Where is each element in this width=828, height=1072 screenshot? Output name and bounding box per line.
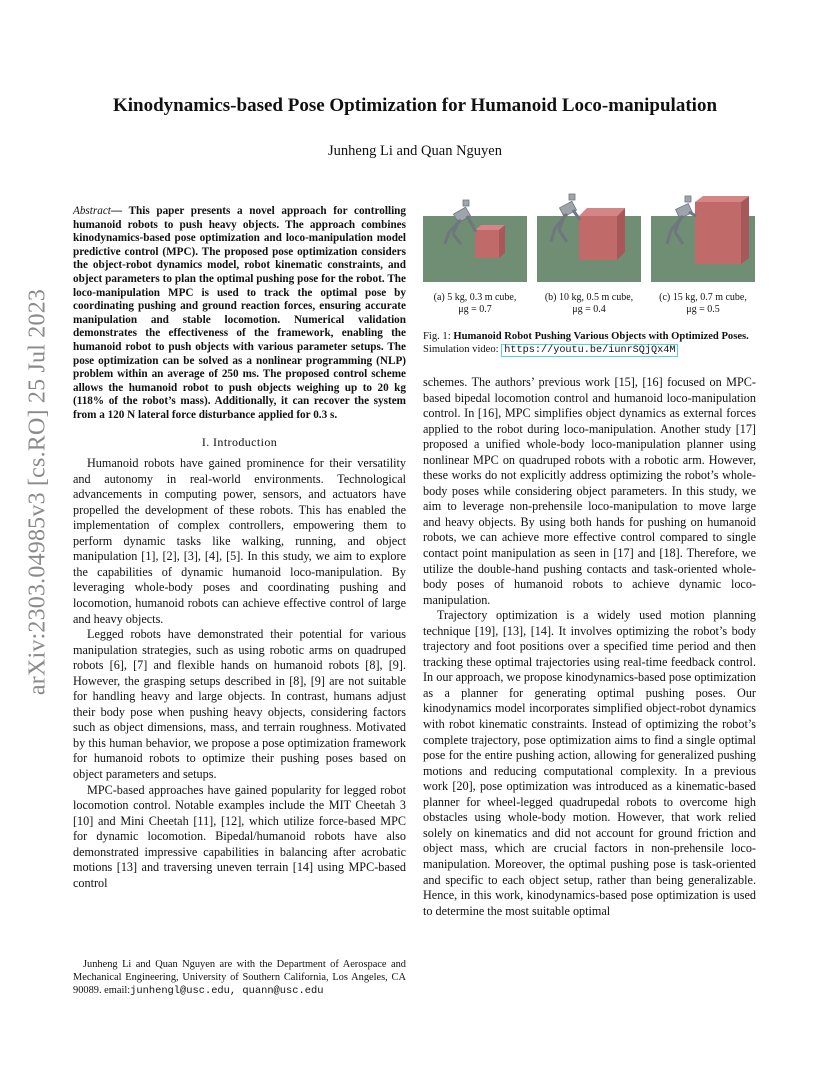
box-side [617,208,625,260]
left-column [73,205,406,891]
author-list: Junheng Li and Quan Nguyen [328,143,502,159]
intro-paragraph-5: Trajectory optimization is a widely used motion planning technique [19], [13], [14]. It involves optimizing the robot’s body trajectory and foot positions over a specified time period and then tracking these optimal trajectories using real-time feedback control. In our approach, we propose kinodynamics-based pose optimization as a planner for generating optimal pushing poses. Our kinodynamics model incorporates simplified object-robot dynamics with robot kinematic constraints. Instead of optimizing the robot’s complete trajectory, pose optimization aims to find a single optimal pose for the entire pushing action, allowing for generalized pushing motions and reducing computational complexity. In a previous work [20], pose optimization was introduced as a kinematic-based planner for wheel-legged quadrupedal robots to overcome high obstacles using whole-body motion. However, that work relied solely on kinematics and did not account for ground friction and object mass, which are crucial factors in non-prehensile loco-manipulation. Moreover, the optimal pushing pose is task-oriented and specific to each object setup, rather than being generalizable. Hence, in this work, kinodynamics-based pose optimization is used to determine the most suitable optimal [423,608,756,918]
subcaption-c-friction: μg = 0.5 [686,304,720,315]
subcaption-b-friction: μg = 0.4 [572,304,606,315]
pushed-box [475,230,499,258]
simulation-image-c [651,186,755,282]
box-side [499,225,505,258]
box-top [695,196,749,202]
box-side [741,196,749,264]
figure-subcaption-c [651,292,755,316]
abstract [73,205,406,423]
figure-1 [423,186,756,357]
figure-caption-video-label: Simulation video: [423,344,499,355]
intro-paragraph-4: schemes. The authors’ previous work [15], [16] focused on MPC-based bipedal locomotion control and humanoid loco-manipulation control. In [16], MPC simplifies object dynamics as external forces applied to the robot during loco-manipulation. Another study [17] proposed a unified whole-body loco-manipulation planner using nonlinear MPC on quadruped robots with a robotic arm. However, these works do not explicitly address optimizing the robot’s whole-body poses while considering object parameters. In this study, we aim to leverage non-prehensile loco-manipulation to move large and heavy objects. By using both hands for pushing on humanoid robots, we can achieve more effective control compared to single contact point manipulation as seen in [17] and [18]. Therefore, we utilize the double-hand pushing contacts and task-oriented whole-body poses of humanoid robots to achieve dynamic loco-manipulation. [423,375,756,607]
intro-paragraph-3: MPC-based approaches have gained popularity for legged robot locomotion control. Notable examples include the MIT Cheetah 3 [10] and Mini Cheetah [11], [12], which utilize force-based MPC for dynamic locomotion. Bipedal/humanoid robots have also demonstrated impressive capabilities in balancing after acrobatic motions [13] and traversing uneven terrain [14] using MPC-based control [73,782,406,890]
figure-subcaption-b [537,292,641,316]
arxiv-stamp [16,288,60,696]
video-link[interactable]: https://youtu.be/iunrSQjQx4M [501,344,678,357]
right-column [423,375,756,919]
figure-panel-b [537,186,641,316]
intro-paragraph-2: Legged robots have demonstrated their potential for various manipulation strategies, such as using robotic arms on quadruped robots [6], [7] and flexible hands on humanoid robots [8], [9]. However, the grasping setups described in [8], [9] are not suitable for handling heavy and large objects. In contrast, humans adjust their body pose when pushing heavy objects, considering factors such as object dimensions, mass, and terrain roughness. Motivated by this human behavior, we propose a pose optimization framework for humanoid robots to optimize their pushing poses based on object parameters and setups. [73,627,406,781]
subcaption-c-label: (c) 15 kg, 0.7 m cube, [659,292,747,303]
arxiv-identifier: arXiv:2303.04985v3 [cs.RO] 25 Jul 2023 [24,288,51,696]
footnote-text: Junheng Li and Quan Nguyen are with the Department of Aerospace and Mechanical Engineering, University of Southern California, Los Angeles, CA 90089. email: [73,959,406,996]
figure-panel-c [651,186,755,316]
subcaption-b-label: (b) 10 kg, 0.5 m cube, [544,292,634,303]
box-top [579,208,625,216]
author-footnote [73,958,406,998]
figure-caption [423,330,756,357]
figure-caption-title: Humanoid Robot Pushing Various Objects with Optimized Poses. [453,331,749,342]
abstract-text: — This paper presents a novel approach for controlling humanoid robots to push heavy objects. The approach combines kinodynamics-based pose optimization and loco-manipulation model predictive control (MPC). The proposed pose optimization considers the object-robot dynamics model, robot kinematic constraints, and object parameters to plan the optimal pushing pose for the robot. The loco-manipulation MPC is used to track the optimal pose by coordinating pushing and ground reaction forces, ensuring accurate manipulation and stable locomotion. Numerical validation demonstrates the effectiveness of the framework, enabling the humanoid robot to push objects with various parameter setups. The pose optimization can be solved as a nonlinear programming (NLP) problem within an average of 250 ms. The proposed control scheme allows the humanoid robot to push objects weighing up to 20 kg (118% of the robot’s mass). Additionally, it can recover the system from a 120 N lateral force disturbance applied for 0.3 s. [73,205,406,421]
simulation-image-b [537,186,641,282]
pushed-box [695,202,741,264]
pushed-box [579,216,617,260]
figure-subcaption-a [423,292,527,316]
paper-title: Kinodynamics-based Pose Optimization for Humanoid Loco-manipulation [112,95,718,116]
figure-caption-prefix: Fig. 1: [423,331,451,342]
subcaption-a-friction: μg = 0.7 [458,304,492,315]
footnote-emails[interactable]: junhengl@usc.edu, quann@usc.edu [130,985,324,997]
figure-panel-a [423,186,527,316]
section-heading-introduction: I. Introduction [201,434,278,449]
figure-panels [423,186,756,316]
abstract-lead: Abstract [73,205,111,217]
simulation-image-a [423,186,527,282]
intro-paragraph-1: Humanoid robots have gained prominence for their versatility and autonomy in real-world environments. Technological advancements in computing power, sensors, and actuators have propelled the development of these robots. This has enabled the implementation of complex controllers, empowering them to perform dynamic tasks like walking, running, and object manipulation [1], [2], [3], [4], [5]. In this study, we aim to explore the capabilities of dynamic humanoid loco-manipulation. By leveraging whole-body poses and coordinating pushing and locomotion, humanoid robots can achieve effective control of large and heavy objects. [73,456,406,626]
subcaption-a-label: (a) 5 kg, 0.3 m cube, [433,292,517,303]
